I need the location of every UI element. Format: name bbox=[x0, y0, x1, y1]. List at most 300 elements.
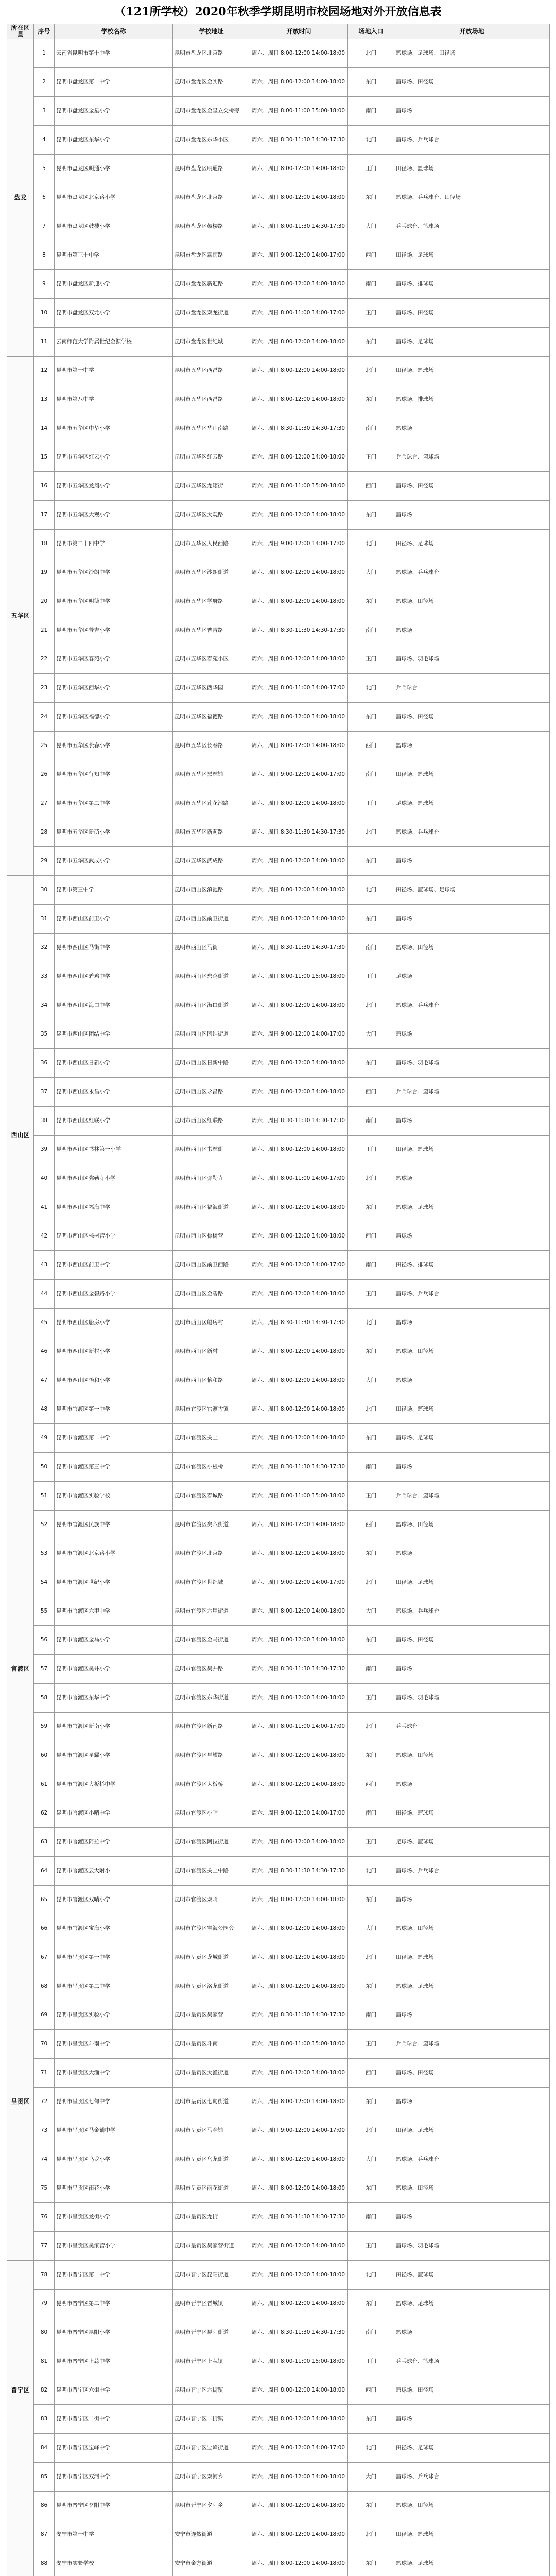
entry-gate bbox=[348, 2549, 394, 2576]
school-name bbox=[55, 2290, 173, 2318]
open-hours bbox=[250, 212, 348, 241]
entry-gate-text: 大门 bbox=[366, 2156, 376, 2162]
school-address-text: 昆明市呈贡区七甸街道 bbox=[175, 2098, 229, 2105]
open-hours-text: 周六、周日 8:30-11:30 14:30-17:30 bbox=[252, 2214, 345, 2220]
row-number bbox=[34, 2174, 55, 2203]
entry-gate-text: 北门 bbox=[366, 1406, 376, 1412]
open-hours-text: 周六、周日 8:00-11:00 15:00-18:00 bbox=[252, 483, 345, 489]
school-address bbox=[173, 1337, 250, 1366]
entry-gate-text: 东门 bbox=[366, 1435, 376, 1441]
school-address-text: 昆明市官渡区春城路 bbox=[175, 1493, 223, 1499]
school-name bbox=[55, 1078, 173, 1107]
open-venues-text: 田径场、篮球场、足球场 bbox=[396, 887, 456, 893]
entry-gate-text: 大门 bbox=[366, 1031, 376, 1037]
open-hours bbox=[250, 1193, 348, 1222]
row-number-text: 10 bbox=[40, 310, 48, 316]
row-number-text: 66 bbox=[40, 1925, 48, 1931]
open-venues bbox=[394, 1713, 550, 1741]
open-hours bbox=[250, 962, 348, 991]
entry-gate-text: 南门 bbox=[366, 1262, 376, 1268]
row-number bbox=[34, 616, 55, 645]
row-number-text: 23 bbox=[40, 685, 48, 691]
open-venues-text: 乒乓球台、篮球场 bbox=[396, 2358, 439, 2364]
table-row bbox=[7, 991, 550, 1020]
row-number bbox=[34, 1511, 55, 1539]
open-hours-text: 周六、周日 8:00-12:00 14:00-18:00 bbox=[252, 742, 345, 749]
row-number-text: 58 bbox=[40, 1694, 48, 1701]
table-row bbox=[7, 1107, 550, 1136]
entry-gate bbox=[348, 2463, 394, 2492]
open-venues bbox=[394, 2549, 550, 2576]
open-hours-text: 周六、周日 8:00-12:00 14:00-18:00 bbox=[252, 281, 345, 287]
school-name-text: 昆明市呈贡区吴家营小学 bbox=[56, 2243, 116, 2249]
school-address-text: 昆明市晋宁区夕阳乡 bbox=[175, 2502, 223, 2509]
row-number bbox=[34, 847, 55, 876]
open-hours-text: 周六、周日 8:30-11:30 14:30-17:30 bbox=[252, 944, 345, 951]
open-venues bbox=[394, 1193, 550, 1222]
school-address bbox=[173, 1799, 250, 1828]
entry-gate bbox=[348, 934, 394, 962]
row-number bbox=[34, 1424, 55, 1453]
row-number bbox=[34, 2232, 55, 2261]
row-number-text: 79 bbox=[40, 2300, 48, 2307]
open-venues bbox=[394, 905, 550, 934]
entry-gate bbox=[348, 616, 394, 645]
open-hours-text: 周六、周日 8:00-12:00 14:00-18:00 bbox=[252, 1002, 345, 1008]
table-row bbox=[7, 1164, 550, 1193]
entry-gate-text: 东门 bbox=[366, 79, 376, 85]
school-address bbox=[173, 703, 250, 732]
school-name bbox=[55, 1251, 173, 1280]
entry-gate-text: 西门 bbox=[366, 252, 376, 258]
school-address bbox=[173, 2347, 250, 2376]
school-name-text: 昆明市盘龙区东华小学 bbox=[56, 137, 110, 143]
row-number bbox=[34, 1251, 55, 1280]
school-name-text: 昆明市晋宁区二街中学 bbox=[56, 2416, 110, 2422]
row-number bbox=[34, 1828, 55, 1857]
open-venues bbox=[394, 1078, 550, 1107]
school-name-text: 昆明市西山区书林第一小学 bbox=[56, 1146, 121, 1153]
table-row bbox=[7, 2232, 550, 2261]
row-number-text: 31 bbox=[40, 916, 48, 922]
row-number-text: 74 bbox=[40, 2156, 48, 2162]
open-hours bbox=[250, 2376, 348, 2405]
entry-gate bbox=[348, 241, 394, 270]
open-venues-text: 篮球场 bbox=[396, 1117, 412, 1124]
row-number-text: 37 bbox=[40, 1089, 48, 1095]
school-address-text: 安宁市连然街道 bbox=[175, 2531, 213, 2537]
table-row bbox=[7, 39, 550, 68]
school-address bbox=[173, 558, 250, 587]
open-venues bbox=[394, 414, 550, 443]
entry-gate-text: 东门 bbox=[366, 714, 376, 720]
row-number-text: 13 bbox=[40, 396, 48, 402]
row-number-text: 52 bbox=[40, 1521, 48, 1528]
open-venues-text: 篮球场 bbox=[396, 742, 412, 749]
school-name-text: 昆明市官渡区北京路小学 bbox=[56, 1550, 116, 1556]
school-address bbox=[173, 68, 250, 97]
row-number bbox=[34, 2405, 55, 2434]
row-number bbox=[34, 39, 55, 68]
entry-gate bbox=[348, 1222, 394, 1251]
open-hours-text: 周六、周日 8:00-12:00 14:00-18:00 bbox=[252, 2502, 345, 2509]
school-address-text: 昆明市西山区日新中路 bbox=[175, 1060, 229, 1066]
school-address bbox=[173, 2492, 250, 2520]
open-venues-text: 田径场、篮球场 bbox=[396, 2272, 434, 2278]
school-name bbox=[55, 2261, 173, 2290]
open-hours bbox=[250, 2347, 348, 2376]
open-hours bbox=[250, 1684, 348, 1713]
school-address bbox=[173, 270, 250, 299]
table-row bbox=[7, 818, 550, 847]
open-venues bbox=[394, 1366, 550, 1395]
row-number-text: 8 bbox=[42, 252, 46, 258]
open-venues-text: 乒乓球台、篮球场 bbox=[396, 1493, 439, 1499]
open-hours bbox=[250, 357, 348, 385]
school-address-text: 昆明市官渡区吴井路 bbox=[175, 1666, 223, 1672]
school-address bbox=[173, 2001, 250, 2030]
entry-gate-text: 正门 bbox=[366, 1839, 376, 1845]
entry-gate bbox=[348, 1107, 394, 1136]
open-hours-text: 周六、周日 8:00-12:00 14:00-18:00 bbox=[252, 1521, 345, 1528]
row-number bbox=[34, 1741, 55, 1770]
school-address bbox=[173, 1713, 250, 1741]
school-address-text: 昆明市盘龙区双龙街道 bbox=[175, 310, 229, 316]
entry-gate bbox=[348, 68, 394, 97]
row-number-text: 22 bbox=[40, 656, 48, 662]
open-hours-text: 周六、周日 9:00-12:00 14:00-17:00 bbox=[252, 252, 345, 258]
school-name-text: 昆明市呈贡区龙街小学 bbox=[56, 2214, 110, 2220]
open-hours-text: 周六、周日 8:00-11:00 15:00-18:00 bbox=[252, 2358, 345, 2364]
open-hours-text: 周六、周日 8:30-11:30 14:30-17:30 bbox=[252, 425, 345, 431]
school-name-text: 昆明市五华区行知中学 bbox=[56, 771, 110, 777]
open-hours bbox=[250, 1337, 348, 1366]
open-venues bbox=[394, 587, 550, 616]
open-hours bbox=[250, 818, 348, 847]
open-hours-text: 周六、周日 9:00-12:00 14:00-17:00 bbox=[252, 2445, 345, 2451]
row-number bbox=[34, 1713, 55, 1741]
open-hours-text: 周六、周日 8:00-11:00 14:00-17:00 bbox=[252, 685, 345, 691]
table-row bbox=[7, 1511, 550, 1539]
school-name-text: 昆明市晋宁区夕阳中学 bbox=[56, 2502, 110, 2509]
open-venues-text: 乒乓球台、篮球场 bbox=[396, 2041, 439, 2047]
open-venues bbox=[394, 97, 550, 126]
entry-gate bbox=[348, 645, 394, 674]
row-number bbox=[34, 905, 55, 934]
entry-gate-text: 正门 bbox=[366, 973, 376, 979]
open-hours bbox=[250, 876, 348, 905]
open-hours-text: 周六、周日 8:00-12:00 14:00-18:00 bbox=[252, 1146, 345, 1153]
row-number bbox=[34, 760, 55, 789]
school-address-text: 昆明市西山区红联路 bbox=[175, 1117, 223, 1124]
school-address bbox=[173, 2318, 250, 2347]
school-name-text: 昆明市呈贡区斗南中学 bbox=[56, 2041, 110, 2047]
open-hours-text: 周六、周日 8:00-12:00 14:00-18:00 bbox=[252, 1348, 345, 1354]
row-number bbox=[34, 155, 55, 183]
school-name-text: 昆明市晋宁区六街中学 bbox=[56, 2387, 110, 2393]
open-venues bbox=[394, 674, 550, 703]
school-address bbox=[173, 501, 250, 530]
table-row bbox=[7, 241, 550, 270]
school-address bbox=[173, 1626, 250, 1655]
open-hours bbox=[250, 2492, 348, 2520]
open-hours-text: 周六、周日 8:30-11:30 14:30-17:30 bbox=[252, 1464, 345, 1470]
open-hours bbox=[250, 1136, 348, 1164]
open-venues bbox=[394, 183, 550, 212]
school-name bbox=[55, 991, 173, 1020]
open-hours-text: 周六、周日 8:00-12:00 14:00-18:00 bbox=[252, 338, 345, 345]
open-hours bbox=[250, 2001, 348, 2030]
open-venues-text: 篮球场 bbox=[396, 858, 412, 864]
open-hours-text: 周六、周日 8:00-12:00 14:00-18:00 bbox=[252, 2300, 345, 2307]
entry-gate-text: 东门 bbox=[366, 1752, 376, 1758]
school-name-text: 昆明市官渡区云大附小 bbox=[56, 1868, 110, 1874]
school-name bbox=[55, 789, 173, 818]
school-address-text: 昆明市五华区普吉路 bbox=[175, 627, 223, 633]
school-name-text: 昆明市五华区明德中学 bbox=[56, 598, 110, 604]
row-number-text: 72 bbox=[40, 2098, 48, 2105]
table-row bbox=[7, 97, 550, 126]
school-address-text: 昆明市呈贡区马金铺 bbox=[175, 2127, 223, 2133]
school-address bbox=[173, 645, 250, 674]
entry-gate bbox=[348, 1020, 394, 1049]
open-hours-text: 周六、周日 9:00-12:00 14:00-17:00 bbox=[252, 1579, 345, 1585]
school-name-text: 昆明市呈贡区七甸中学 bbox=[56, 2098, 110, 2105]
school-address-text: 昆明市盘龙区明通路 bbox=[175, 165, 223, 172]
open-venues-text: 篮球场、足球场、田径场 bbox=[396, 50, 456, 56]
school-address-text: 昆明市西山区棕树营 bbox=[175, 1233, 223, 1239]
open-venues bbox=[394, 616, 550, 645]
entry-gate-text: 北门 bbox=[366, 367, 376, 374]
entry-gate-text: 正门 bbox=[366, 2041, 376, 2047]
entry-gate bbox=[348, 818, 394, 847]
open-venues-text: 篮球场、田径场 bbox=[396, 2387, 434, 2393]
school-name-text: 昆明市官渡区吴井小学 bbox=[56, 1666, 110, 1672]
open-venues bbox=[394, 2001, 550, 2030]
open-hours-text: 周六、周日 8:00-12:00 14:00-18:00 bbox=[252, 1608, 345, 1614]
row-number-text: 59 bbox=[40, 1723, 48, 1730]
school-name bbox=[55, 934, 173, 962]
entry-gate bbox=[348, 2261, 394, 2290]
district-cell: 五华区 bbox=[7, 357, 34, 876]
row-number-text: 53 bbox=[40, 1550, 48, 1556]
school-name-text: 昆明市盘龙区新迎小学 bbox=[56, 281, 110, 287]
entry-gate bbox=[348, 2116, 394, 2145]
open-hours bbox=[250, 558, 348, 587]
row-number-text: 24 bbox=[40, 714, 48, 720]
school-name bbox=[55, 2463, 173, 2492]
open-hours-text: 周六、周日 8:00-12:00 14:00-18:00 bbox=[252, 367, 345, 374]
school-address-text: 昆明市官渡区北京路 bbox=[175, 1550, 223, 1556]
row-number-text: 20 bbox=[40, 598, 48, 604]
entry-gate bbox=[348, 97, 394, 126]
entry-gate bbox=[348, 2174, 394, 2203]
school-address-text: 昆明市盘龙区世纪城 bbox=[175, 338, 223, 345]
open-hours bbox=[250, 2290, 348, 2318]
open-venues bbox=[394, 1049, 550, 1078]
school-name bbox=[55, 1280, 173, 1309]
table-row bbox=[7, 2318, 550, 2347]
open-hours bbox=[250, 1511, 348, 1539]
entry-gate-text: 北门 bbox=[366, 2272, 376, 2278]
row-number-text: 14 bbox=[40, 425, 48, 431]
open-venues-text: 篮球场 bbox=[396, 425, 412, 431]
open-venues-text: 篮球场、羽毛球场 bbox=[396, 1694, 439, 1701]
entry-gate-text: 东门 bbox=[366, 396, 376, 402]
table-row bbox=[7, 443, 550, 472]
entry-gate bbox=[348, 1943, 394, 1972]
open-hours bbox=[250, 1020, 348, 1049]
open-venues bbox=[394, 876, 550, 905]
school-address bbox=[173, 1049, 250, 1078]
row-number bbox=[34, 991, 55, 1020]
table-row bbox=[7, 2405, 550, 2434]
row-number bbox=[34, 1136, 55, 1164]
open-venues-text: 田径场、篮球场 bbox=[396, 165, 434, 172]
school-address-text: 昆明市五华区大观路 bbox=[175, 512, 223, 518]
table-row bbox=[7, 962, 550, 991]
school-address bbox=[173, 1684, 250, 1713]
school-address-text: 安宁市金方街道 bbox=[175, 2560, 213, 2566]
open-hours-text: 周六、周日 8:00-12:00 14:00-18:00 bbox=[252, 2098, 345, 2105]
entry-gate bbox=[348, 1309, 394, 1337]
open-venues bbox=[394, 2145, 550, 2174]
row-number bbox=[34, 1770, 55, 1799]
school-address-text: 昆明市西山区团结街道 bbox=[175, 1031, 229, 1037]
open-hours-text: 周六、周日 8:30-11:30 14:30-17:30 bbox=[252, 1666, 345, 1672]
row-number bbox=[34, 241, 55, 270]
open-hours-text: 周六、周日 8:00-12:00 14:00-18:00 bbox=[252, 1694, 345, 1701]
row-number-text: 60 bbox=[40, 1752, 48, 1758]
school-name bbox=[55, 2520, 173, 2549]
school-name-text: 昆明市官渡区星耀小学 bbox=[56, 1752, 110, 1758]
open-venues bbox=[394, 2203, 550, 2232]
row-number bbox=[34, 1857, 55, 1886]
school-name-text: 昆明市官渡区第二中学 bbox=[56, 1435, 110, 1441]
open-hours-text: 周六、周日 8:00-12:00 14:00-18:00 bbox=[252, 887, 345, 893]
school-address-text: 昆明市五华区黑林铺 bbox=[175, 771, 223, 777]
school-address-text: 昆明市盘龙区新迎路 bbox=[175, 281, 223, 287]
entry-gate bbox=[348, 328, 394, 357]
school-name-text: 昆明市官渡区实验学校 bbox=[56, 1493, 110, 1499]
open-venues-text: 篮球场、乒乓球台 bbox=[396, 1868, 439, 1874]
school-address bbox=[173, 385, 250, 414]
entry-gate-text: 东门 bbox=[366, 2185, 376, 2191]
school-name-text: 昆明市呈贡区乌龙小学 bbox=[56, 2156, 110, 2162]
school-name bbox=[55, 241, 173, 270]
school-address bbox=[173, 1164, 250, 1193]
entry-gate bbox=[348, 1049, 394, 1078]
table-row bbox=[7, 2520, 550, 2549]
open-venues bbox=[394, 530, 550, 558]
school-name-text: 昆明市晋宁区第二中学 bbox=[56, 2300, 110, 2307]
table-row bbox=[7, 934, 550, 962]
open-hours bbox=[250, 1568, 348, 1597]
entry-gate bbox=[348, 1684, 394, 1713]
school-name-text: 昆明市官渡区第三中学 bbox=[56, 1464, 110, 1470]
school-name bbox=[55, 2203, 173, 2232]
entry-gate bbox=[348, 155, 394, 183]
school-name bbox=[55, 1943, 173, 1972]
school-name bbox=[55, 703, 173, 732]
row-number bbox=[34, 2549, 55, 2576]
school-name bbox=[55, 732, 173, 760]
row-number bbox=[34, 818, 55, 847]
row-number bbox=[34, 732, 55, 760]
entry-gate-text: 北门 bbox=[366, 1319, 376, 1326]
open-venues-text: 乒乓球台 bbox=[396, 685, 418, 691]
open-hours-text: 周六、周日 8:00-12:00 14:00-18:00 bbox=[252, 50, 345, 56]
open-venues-text: 足球场 bbox=[396, 973, 412, 979]
school-name-text: 昆明市西山区棕树营小学 bbox=[56, 1233, 116, 1239]
entry-gate bbox=[348, 501, 394, 530]
school-name-text: 昆明市西山区怡和小学 bbox=[56, 1377, 110, 1383]
entry-gate bbox=[348, 530, 394, 558]
open-venues-text: 篮球场 bbox=[396, 1175, 412, 1181]
open-venues bbox=[394, 1914, 550, 1943]
school-name bbox=[55, 1713, 173, 1741]
open-venues-text: 田径场、足球场 bbox=[396, 540, 434, 547]
school-address-text: 昆明市官渡区宝海公园旁 bbox=[175, 1925, 234, 1931]
header-row bbox=[7, 24, 550, 39]
school-name-text: 昆明市呈贡区第二中学 bbox=[56, 1983, 110, 1989]
entry-gate-text: 正门 bbox=[366, 1694, 376, 1701]
open-hours-text: 周六、周日 8:00-12:00 14:00-18:00 bbox=[252, 1983, 345, 1989]
open-hours-text: 周六、周日 8:30-11:30 14:30-17:30 bbox=[252, 1319, 345, 1326]
open-hours-text: 周六、周日 8:30-11:30 14:30-17:30 bbox=[252, 627, 345, 633]
entry-gate bbox=[348, 1741, 394, 1770]
school-address-text: 昆明市晋宁区二街镇 bbox=[175, 2416, 223, 2422]
entry-gate bbox=[348, 2232, 394, 2261]
open-venues bbox=[394, 299, 550, 328]
entry-gate-text: 西门 bbox=[366, 1521, 376, 1528]
open-venues bbox=[394, 1943, 550, 1972]
open-venues-text: 田径场、篮球场 bbox=[396, 1954, 434, 1960]
entry-gate-text: 东门 bbox=[366, 512, 376, 518]
school-name bbox=[55, 818, 173, 847]
entry-gate bbox=[348, 674, 394, 703]
row-number bbox=[34, 2492, 55, 2520]
school-address-text: 昆明市五华区学府路 bbox=[175, 598, 223, 604]
open-venues bbox=[394, 1799, 550, 1828]
row-number-text: 51 bbox=[40, 1493, 48, 1499]
column-header: 所在区县 bbox=[7, 24, 34, 39]
school-address-text: 昆明市呈贡区洛龙街道 bbox=[175, 1983, 229, 1989]
table-row bbox=[7, 558, 550, 587]
open-venues-text: 篮球场、田径场 bbox=[396, 1348, 434, 1354]
entry-gate-text: 西门 bbox=[366, 742, 376, 749]
row-number bbox=[34, 2001, 55, 2030]
open-venues-text: 篮球场、田径场 bbox=[396, 714, 434, 720]
school-address bbox=[173, 1914, 250, 1943]
table-row bbox=[7, 385, 550, 414]
table-row bbox=[7, 1395, 550, 1424]
open-venues bbox=[394, 703, 550, 732]
open-venues bbox=[394, 1568, 550, 1597]
school-address-text: 昆明市盘龙区金实路 bbox=[175, 79, 223, 85]
row-number-text: 88 bbox=[40, 2560, 48, 2566]
open-venues-text: 篮球场、田径场 bbox=[396, 598, 434, 604]
row-number-text: 43 bbox=[40, 1262, 48, 1268]
entry-gate-text: 大门 bbox=[366, 223, 376, 229]
school-name bbox=[55, 616, 173, 645]
table-row bbox=[7, 1914, 550, 1943]
school-address-text: 昆明市五华区武成路 bbox=[175, 858, 223, 864]
open-hours-text: 周六、周日 8:00-12:00 14:00-18:00 bbox=[252, 2531, 345, 2537]
open-hours bbox=[250, 2088, 348, 2116]
entry-gate-text: 东门 bbox=[366, 598, 376, 604]
open-venues bbox=[394, 558, 550, 587]
